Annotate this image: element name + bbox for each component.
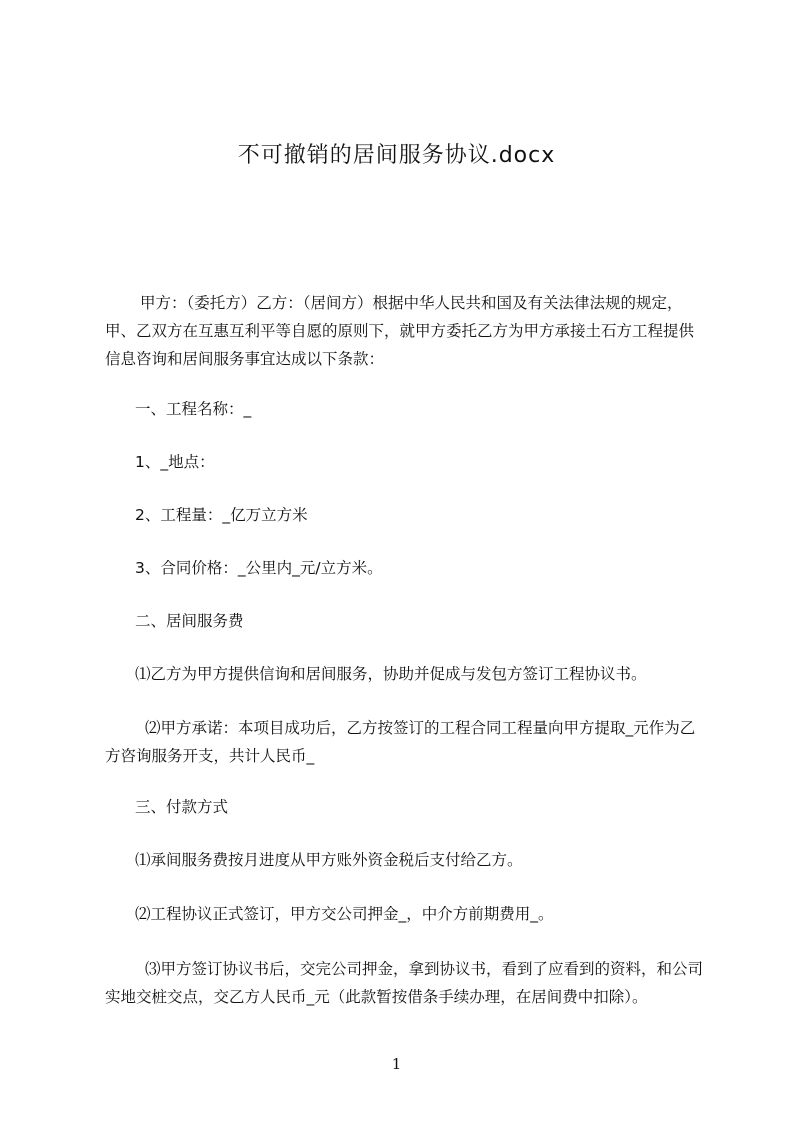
paragraph-quantity: 2、工程量：_亿万立方米 xyxy=(135,506,308,524)
document-title: 不可撤销的居间服务协议.docx xyxy=(237,143,556,168)
paragraph-contract-price: 3、合同价格：_公里内_元/立方米。 xyxy=(135,559,383,577)
paragraph-fee-item-1: ⑴乙方为甲方提供信询和居间服务，协助并促成与发包方签订工程协议书。 xyxy=(135,665,647,683)
paragraph-preamble: 甲方：（委托方）乙方：（居间方）根据中华人民共和国及有关法律法规的规定，甲、乙双方在互惠互利平等自愿的原则下，就甲方委托乙方为甲方承接土石方工程提供信息咨询和居间服务事宜达成以下条款： xyxy=(105,294,695,368)
section-heading-service-fee: 二、居间服务费 xyxy=(135,612,244,630)
page-number: 1 xyxy=(391,1055,402,1073)
section-heading-payment: 三、付款方式 xyxy=(135,798,229,816)
paragraph-payment-item-3: ⑶甲方签订协议书后，交完公司押金，拿到协议书，看到了应看到的资料，和公司实地交桩交点，交乙方人民币_元（此款暂按借条手续办理，在居间费中扣除）。 xyxy=(105,960,704,1006)
paragraph-payment-item-2: ⑵工程协议正式签订，甲方交公司押金_，中介方前期费用_。 xyxy=(135,905,554,923)
paragraph-project-name: 一、工程名称：_ xyxy=(135,400,252,418)
paragraph-location: 1、_地点： xyxy=(135,453,215,471)
paragraph-payment-item-1: ⑴承间服务费按月进度从甲方账外资金税后支付给乙方。 xyxy=(135,851,523,869)
paragraph-fee-item-2: ⑵甲方承诺：本项目成功后，乙方按签订的工程合同工程量向甲方提取_元作为乙方咨询服务开支，共计人民币_ xyxy=(105,719,696,765)
